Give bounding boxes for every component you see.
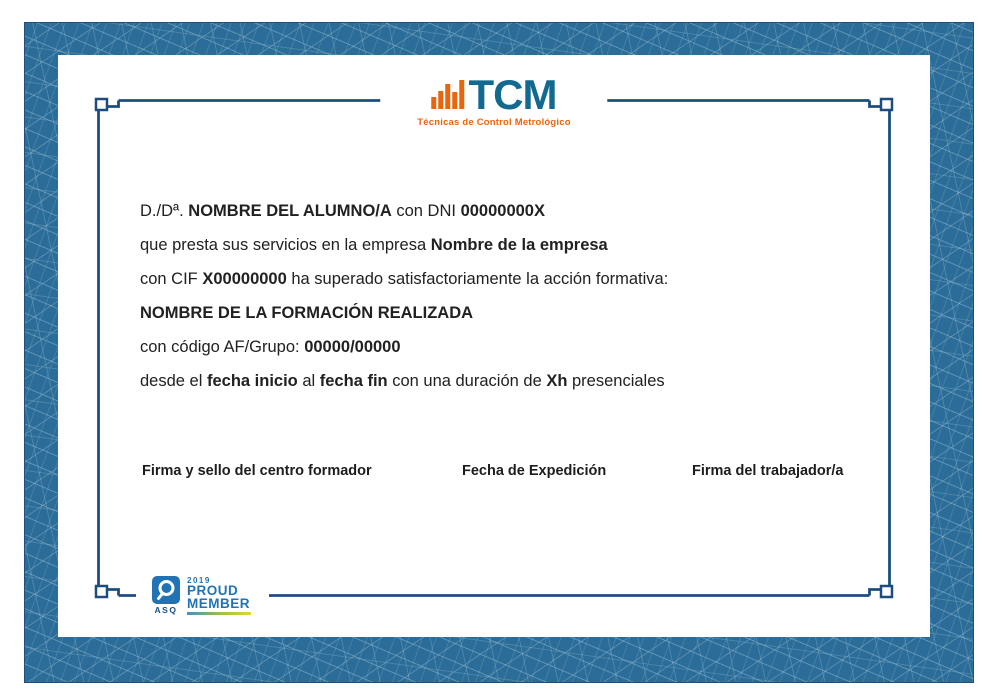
- signature-label-worker: Firma del trabajador/a: [692, 463, 844, 479]
- certificate-line-course-name: NOMBRE DE LA FORMACIÓN REALIZADA: [140, 304, 474, 322]
- signature-label-training-center: Firma y sello del centro formador: [142, 463, 372, 479]
- certificate-sheet: [58, 55, 930, 637]
- asq-member-label: MEMBER: [187, 595, 250, 611]
- asq-proud-member-badge: [136, 572, 269, 621]
- asq-org-label: ASQ: [154, 605, 178, 615]
- corner-square-bottom-left: [96, 586, 107, 597]
- asq-year-label: 2019: [187, 576, 211, 585]
- tcm-logo: [380, 73, 607, 132]
- certificate-line-course-code: con código AF/Grupo: 00000/00000: [140, 338, 401, 356]
- certificate-line-cif: con CIF X00000000 ha superado satisfactoriamente la acción formativa:: [140, 270, 669, 288]
- certificate-line-dates: desde el fecha inicio al fecha fin con una duración de Xh presenciales: [140, 372, 665, 390]
- certificate-line-company: que presta sus servicios en la empresa Nombre de la empresa: [140, 236, 608, 254]
- certificate-body: [140, 194, 860, 398]
- corner-square-top-right: [881, 99, 892, 110]
- asq-gradient-underline: [187, 612, 251, 615]
- corner-square-bottom-right: [881, 586, 892, 597]
- tcm-bar-chart-icon: [432, 80, 465, 109]
- asq-proud-label: PROUD: [187, 583, 239, 598]
- tcm-logo-text: TCM: [468, 71, 557, 118]
- tcm-logo-tagline: Técnicas de Control Metrológico: [417, 116, 571, 128]
- corner-square-top-left: [96, 99, 107, 110]
- certificate-line-student: D./Dª. NOMBRE DEL ALUMNO/A con DNI 00000000X: [140, 202, 545, 220]
- signature-label-issue-date: Fecha de Expedición: [462, 463, 607, 479]
- asq-logo-icon: [152, 576, 180, 604]
